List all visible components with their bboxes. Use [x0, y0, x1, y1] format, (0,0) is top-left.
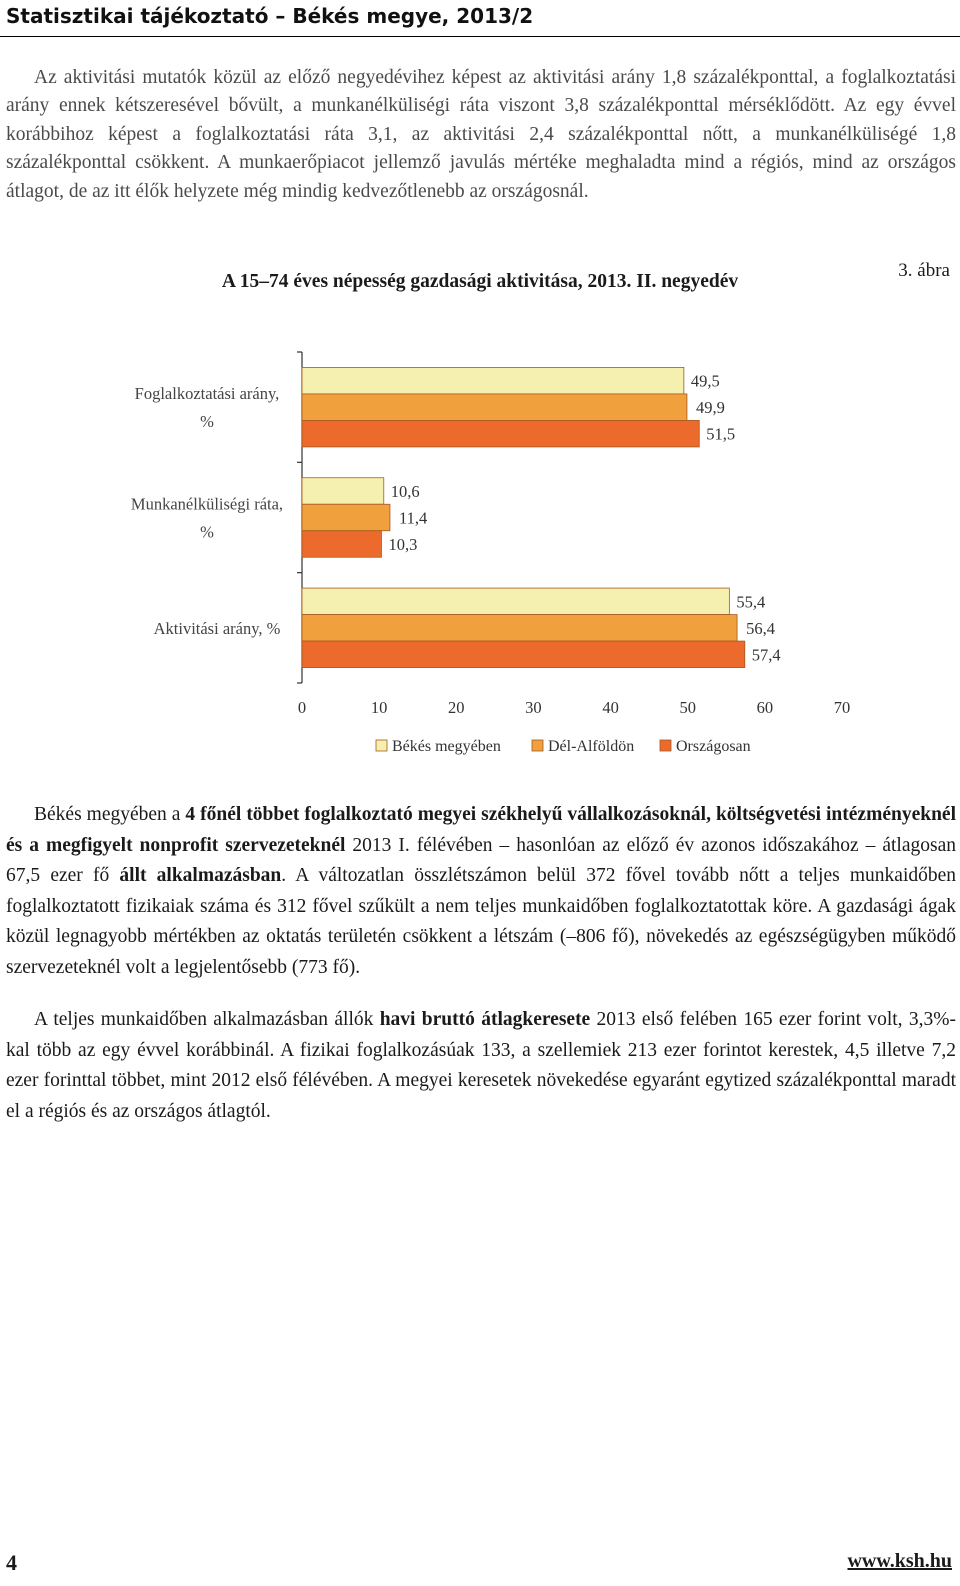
legend-label: Dél-Alföldön	[548, 738, 635, 755]
bar	[302, 420, 699, 447]
legend-swatch	[532, 740, 543, 751]
employment-bold-1: 4 főnél többet foglalkoztató megyei székhelyű vállalkozásoknál, költségvetési intézményeknél és a megfigyelt nonprofit szervezeteknél	[6, 804, 956, 856]
employment-text-1: Békés megyében a	[34, 804, 186, 825]
bar-value-label: 49,9	[695, 398, 725, 418]
category-label: Munkanélküliségi ráta,	[130, 494, 284, 514]
legend-swatch	[660, 740, 671, 751]
x-tick-label: 50	[679, 698, 696, 717]
bar	[302, 504, 390, 531]
intro-paragraph: Az aktivitási mutatók közül az előző negyedévihez képest az aktivitási arány 1,8 százalékponttal, a foglalkoztatási arány ennek kétszeresével bővült, a munkanélküliségi ráta viszont 3,8 százalékponttal mérséklődött. Az egy évvel korábbihoz képest a foglalkoztatási ráta 3,1, az aktivitási 2,4 százalékponttal nőtt, a munkanélküliségé 1,8 százalékponttal csökkent. A munkaerőpiacot jellemző javulás mértéke meghaladta mind a régiós, mind az országos átlagot, de az itt élők helyzete még mindig kedvezőtlenebb az országosnál.	[6, 67, 956, 202]
bar-value-label: 56,4	[746, 618, 775, 638]
page-header	[0, 0, 960, 37]
earnings-bold-1: havi bruttó átlagkeresete	[379, 1009, 591, 1030]
bar-chart	[0, 340, 960, 770]
legend-label: Országosan	[676, 738, 751, 755]
figure-number: 3. ábra	[898, 260, 950, 281]
bar	[302, 367, 684, 394]
header-title: Statisztikai tájékoztató – Békés megye, 2013/2	[6, 4, 534, 28]
bar-value-label: 11,4	[398, 508, 428, 528]
legend-swatch	[376, 740, 387, 751]
x-tick-label: 40	[602, 698, 619, 717]
bar-value-label: 10,3	[388, 535, 418, 554]
employment-text-3: . A változatlan összlétszámon belül 372 fővel tovább nőtt a teljes munkaidőben foglalkoztatott fizikaiak száma és 312 fővel szűkült a nem teljes munkaidőben foglalkoztatottak köre. A gazdasági ágak közül legnagyobb mértékben az oktatás területén csökkent a létszám (–806 fő), növekedés az egészségügyben működő szervezeteknél volt a legjelentősebb (773 fő).	[6, 865, 957, 978]
category-label: %	[200, 522, 214, 542]
bar-value-label: 57,4	[751, 645, 781, 665]
bar-value-label: 51,5	[706, 424, 736, 444]
earnings-text-2: 2013 első felében 165 ezer forint volt, 3,3%-kal több az egy évvel korábbinál. A fizikai foglalkozásúak 133, a szellemiek 213 ezer forintot kerestek, 4,5 illetve 7,2 ezer forinttal többet, mint 2012 első félévében. A megyei keresetek növekedése egyaránt egytized százalékponttal maradt el a régiós és az országos átlagtól.	[6, 1009, 956, 1122]
employment-bold-2: állt alkalmazásban	[119, 865, 282, 887]
x-tick-label: 10	[370, 698, 388, 717]
x-tick-label: 70	[833, 698, 851, 717]
earnings-text-1: A teljes munkaidőben alkalmazásban állók	[34, 1009, 380, 1030]
x-tick-label: 60	[756, 698, 774, 717]
x-tick-label: 20	[448, 698, 465, 717]
chart-title: A 15–74 éves népesség gazdasági aktivitása, 2013. II. negyedév	[221, 271, 739, 292]
bar	[302, 615, 737, 642]
bar	[302, 641, 745, 668]
category-label: Aktivitási arány, %	[153, 618, 281, 638]
bar-value-label: 55,4	[736, 592, 766, 612]
legend-label: Békés megyében	[392, 738, 501, 755]
bar-value-label: 10,6	[390, 482, 420, 501]
bar	[302, 531, 381, 558]
employment-paragraph	[6, 800, 956, 984]
category-label: %	[200, 412, 214, 432]
x-tick-label: 30	[525, 698, 542, 717]
bar	[302, 394, 687, 421]
earnings-paragraph	[6, 1005, 956, 1127]
x-tick-label: 0	[297, 698, 307, 717]
category-label: Foglalkoztatási arány,	[134, 384, 280, 404]
bar-value-label: 49,5	[690, 371, 720, 391]
page-number: 4	[6, 1550, 17, 1575]
footer-link[interactable]: www.ksh.hu	[847, 1550, 952, 1572]
bar	[302, 588, 729, 615]
employment-text-2: 2013 I. félévében – hasonlóan az előző év azonos időszakához – átlagosan 67,5 ezer fő	[6, 834, 956, 887]
bar	[302, 478, 384, 505]
